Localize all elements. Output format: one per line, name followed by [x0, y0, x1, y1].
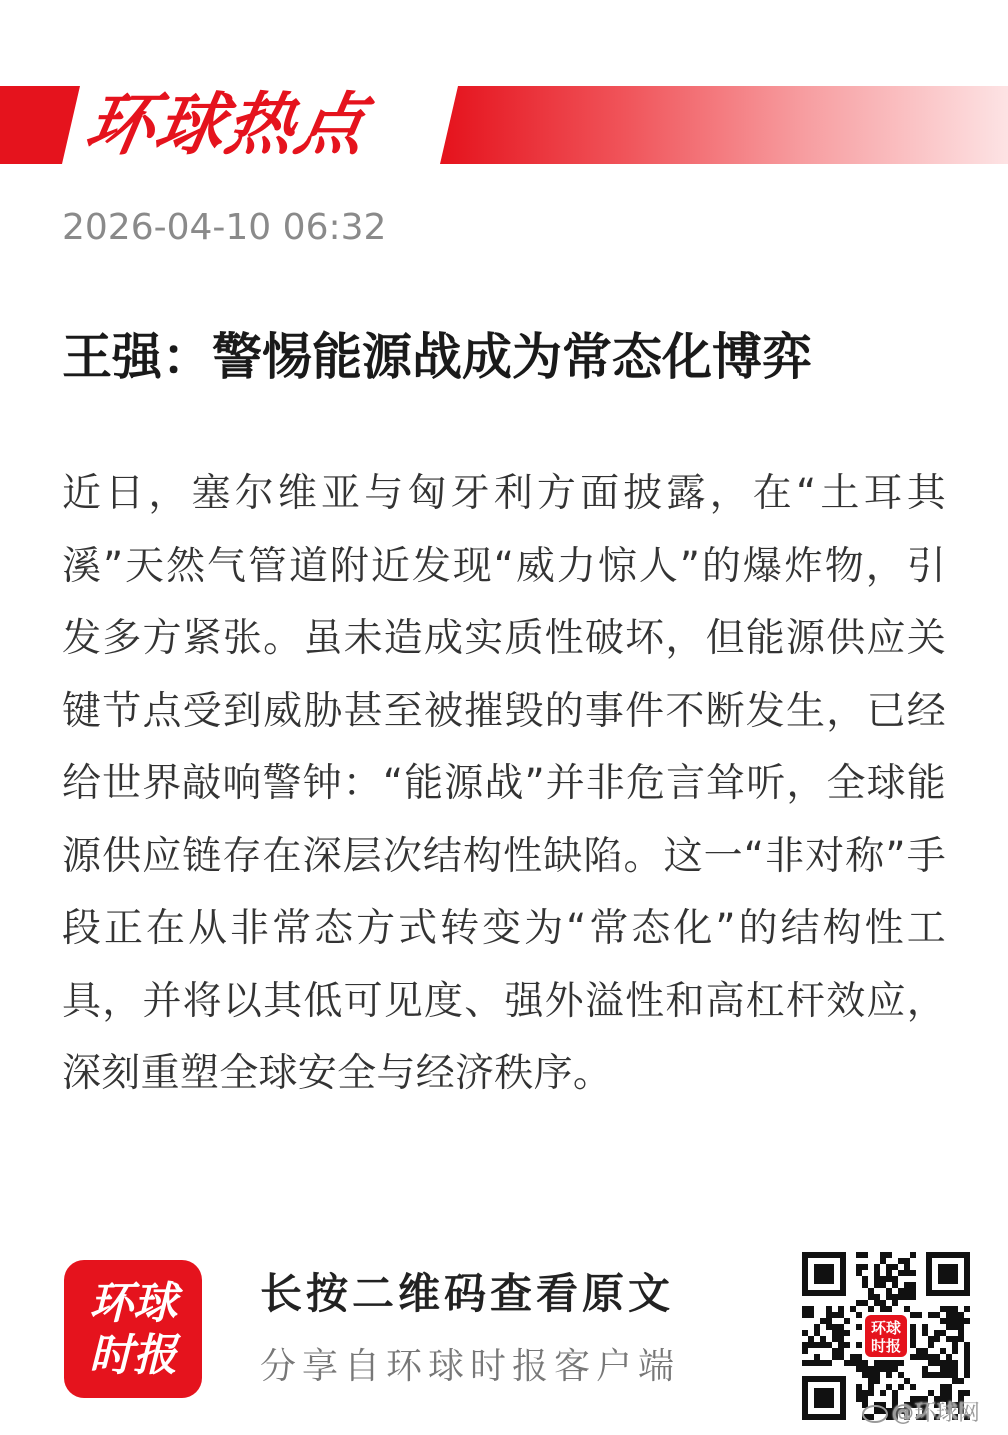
- qr-finder-top-right: [926, 1252, 970, 1296]
- qr-module: [940, 1348, 946, 1354]
- qr-module: [940, 1366, 946, 1372]
- qr-module: [952, 1360, 958, 1366]
- qr-module: [934, 1354, 940, 1360]
- qr-module: [928, 1360, 934, 1366]
- article-headline: 王强：警惕能源战成为常态化博弈: [62, 328, 812, 386]
- qr-module: [808, 1336, 814, 1342]
- qr-module: [886, 1306, 892, 1312]
- qr-module: [886, 1264, 892, 1270]
- qr-module: [880, 1282, 886, 1288]
- qr-module: [814, 1330, 820, 1336]
- qr-module: [910, 1270, 916, 1276]
- qr-module: [904, 1306, 910, 1312]
- qr-module: [814, 1324, 820, 1330]
- qr-module: [946, 1336, 952, 1342]
- qr-module: [904, 1282, 910, 1288]
- qr-module: [898, 1258, 904, 1264]
- qr-module: [880, 1390, 886, 1396]
- qr-module: [874, 1276, 880, 1282]
- qr-module: [856, 1252, 862, 1258]
- qr-module: [892, 1276, 898, 1282]
- qr-module: [814, 1342, 820, 1348]
- qr-module: [802, 1360, 808, 1366]
- qr-module: [952, 1318, 958, 1324]
- qr-module: [910, 1324, 916, 1330]
- qr-module: [838, 1354, 844, 1360]
- qr-module: [856, 1300, 862, 1306]
- qr-module: [874, 1294, 880, 1300]
- qr-module: [928, 1336, 934, 1342]
- qr-module: [916, 1348, 922, 1354]
- qr-module: [850, 1360, 856, 1366]
- qr-module: [904, 1264, 910, 1270]
- qr-module: [874, 1264, 880, 1270]
- qr-module: [844, 1360, 850, 1366]
- qr-module: [868, 1366, 874, 1372]
- banner-title: 环球热点: [79, 86, 374, 165]
- qr-module: [886, 1384, 892, 1390]
- qr-module: [964, 1318, 970, 1324]
- qr-module: [892, 1282, 898, 1288]
- qr-module: [940, 1372, 946, 1378]
- qr-module: [862, 1252, 868, 1258]
- qr-module: [934, 1330, 940, 1336]
- qr-module: [934, 1312, 940, 1318]
- qr-code[interactable]: [798, 1248, 974, 1424]
- qr-module: [808, 1306, 814, 1312]
- qr-module: [922, 1348, 928, 1354]
- qr-module: [886, 1294, 892, 1300]
- qr-module: [802, 1312, 808, 1318]
- qr-module: [886, 1366, 892, 1372]
- qr-module: [868, 1294, 874, 1300]
- qr-module: [940, 1390, 946, 1396]
- qr-module: [874, 1282, 880, 1288]
- qr-module: [928, 1390, 934, 1396]
- qr-share-source: 分享自环球时报客户端: [260, 1346, 681, 1387]
- qr-module: [862, 1282, 868, 1288]
- qr-module: [856, 1384, 862, 1390]
- qr-module: [934, 1360, 940, 1366]
- qr-module: [880, 1258, 886, 1264]
- qr-module: [832, 1324, 838, 1330]
- qr-module: [826, 1318, 832, 1324]
- qr-module: [910, 1342, 916, 1348]
- qr-finder-top-left: [802, 1252, 846, 1296]
- share-footer: [0, 1240, 1008, 1435]
- qr-module: [898, 1384, 904, 1390]
- qr-module: [892, 1300, 898, 1306]
- qr-module: [844, 1330, 850, 1336]
- qr-call-to-action: 长按二维码查看原文: [260, 1269, 675, 1318]
- qr-module: [868, 1378, 874, 1384]
- qr-module: [904, 1258, 910, 1264]
- qr-module: [874, 1300, 880, 1306]
- qr-module: [802, 1330, 808, 1336]
- qr-module: [952, 1312, 958, 1318]
- qr-module: [862, 1372, 868, 1378]
- qr-module: [928, 1372, 934, 1378]
- qr-center-line2: 时报: [870, 1337, 902, 1355]
- qr-module: [910, 1282, 916, 1288]
- qr-module: [874, 1366, 880, 1372]
- qr-module: [964, 1306, 970, 1312]
- qr-module: [958, 1324, 964, 1330]
- qr-module: [838, 1330, 844, 1336]
- qr-module: [862, 1276, 868, 1282]
- qr-module: [886, 1276, 892, 1282]
- qr-module: [940, 1384, 946, 1390]
- qr-module: [904, 1378, 910, 1384]
- qr-module: [820, 1342, 826, 1348]
- qr-module: [874, 1372, 880, 1378]
- qr-module: [940, 1360, 946, 1366]
- qr-module: [826, 1342, 832, 1348]
- qr-module: [946, 1354, 952, 1360]
- qr-module: [826, 1360, 832, 1366]
- qr-module: [928, 1342, 934, 1348]
- qr-module: [856, 1264, 862, 1270]
- qr-module: [802, 1342, 808, 1348]
- qr-module: [832, 1348, 838, 1354]
- weibo-icon: [862, 1405, 888, 1423]
- qr-module: [814, 1354, 820, 1360]
- qr-module: [952, 1306, 958, 1312]
- qr-module: [880, 1366, 886, 1372]
- qr-module: [868, 1384, 874, 1390]
- qr-module: [904, 1294, 910, 1300]
- qr-module: [904, 1270, 910, 1276]
- qr-module: [892, 1294, 898, 1300]
- qr-module: [856, 1354, 862, 1360]
- qr-module: [946, 1384, 952, 1390]
- qr-module: [880, 1360, 886, 1366]
- qr-module: [958, 1312, 964, 1318]
- qr-module: [952, 1366, 958, 1372]
- qr-module: [952, 1324, 958, 1330]
- qr-module: [826, 1324, 832, 1330]
- qr-module: [940, 1306, 946, 1312]
- qr-module: [874, 1378, 880, 1384]
- qr-module: [802, 1348, 808, 1354]
- qr-module: [898, 1288, 904, 1294]
- qr-module: [886, 1252, 892, 1258]
- qr-module: [856, 1270, 862, 1276]
- qr-module: [820, 1360, 826, 1366]
- qr-module: [892, 1264, 898, 1270]
- qr-module: [868, 1372, 874, 1378]
- qr-module: [928, 1354, 934, 1360]
- qr-module: [886, 1360, 892, 1366]
- qr-module: [880, 1252, 886, 1258]
- qr-module: [820, 1336, 826, 1342]
- qr-module: [898, 1270, 904, 1276]
- qr-module: [946, 1324, 952, 1330]
- qr-module: [844, 1342, 850, 1348]
- qr-module: [922, 1324, 928, 1330]
- qr-module: [934, 1372, 940, 1378]
- qr-module: [964, 1390, 970, 1396]
- qr-module: [892, 1390, 898, 1396]
- qr-module: [832, 1336, 838, 1342]
- qr-module: [964, 1348, 970, 1354]
- qr-module: [910, 1312, 916, 1318]
- qr-module: [958, 1390, 964, 1396]
- qr-module: [952, 1336, 958, 1342]
- qr-module: [964, 1372, 970, 1378]
- qr-module: [886, 1372, 892, 1378]
- qr-module: [838, 1342, 844, 1348]
- qr-module: [832, 1312, 838, 1318]
- qr-module: [892, 1366, 898, 1372]
- qr-module: [934, 1336, 940, 1342]
- qr-module: [952, 1378, 958, 1384]
- qr-module: [856, 1366, 862, 1372]
- qr-module: [898, 1372, 904, 1378]
- qr-module: [910, 1330, 916, 1336]
- qr-module: [868, 1288, 874, 1294]
- app-logo-line2: 时报: [89, 1330, 177, 1381]
- qr-module: [946, 1312, 952, 1318]
- qr-module: [946, 1390, 952, 1396]
- article-body: 近日，塞尔维亚与匈牙利方面披露，在“土耳其溪”天然气管道附近发现“威力惊人”的爆炸物，引发多方紧张。虽未造成实质性破坏，但能源供应关键节点受到威胁甚至被摧毁的事件不断发生，已经给世界敲响警钟：“能源战”并非危言耸听，全球能源供应链存在深层次结构性缺陷。这一“非对称”手段正在从非常态方式转变为“常态化”的结构性工具，并将以其低可见度、强外溢性和高杠杆效应，深刻重塑全球安全与经济秩序。: [62, 471, 946, 1096]
- qr-module: [850, 1306, 856, 1312]
- qr-module: [964, 1354, 970, 1360]
- qr-module: [838, 1336, 844, 1342]
- qr-module: [940, 1330, 946, 1336]
- qr-module: [856, 1342, 862, 1348]
- qr-module: [850, 1354, 856, 1360]
- qr-center-line1: 环球: [870, 1319, 902, 1337]
- qr-module: [838, 1324, 844, 1330]
- qr-module: [922, 1372, 928, 1378]
- qr-module: [922, 1366, 928, 1372]
- qr-module: [928, 1312, 934, 1318]
- qr-module: [952, 1348, 958, 1354]
- qr-module: [826, 1306, 832, 1312]
- qr-module: [826, 1312, 832, 1318]
- qr-module: [946, 1306, 952, 1312]
- qr-module: [838, 1312, 844, 1318]
- qr-center-logo: [862, 1312, 910, 1360]
- qr-module: [940, 1318, 946, 1324]
- qr-module: [910, 1294, 916, 1300]
- qr-module: [844, 1318, 850, 1324]
- qr-module: [880, 1276, 886, 1282]
- qr-module: [958, 1336, 964, 1342]
- qr-module: [964, 1366, 970, 1372]
- qr-module: [922, 1354, 928, 1360]
- header-banner: [0, 86, 1008, 164]
- qr-module: [910, 1354, 916, 1360]
- qr-module: [964, 1360, 970, 1366]
- qr-module: [808, 1342, 814, 1348]
- weibo-watermark: [862, 1400, 980, 1428]
- qr-module: [946, 1318, 952, 1324]
- qr-module: [808, 1312, 814, 1318]
- qr-module: [880, 1306, 886, 1312]
- qr-module: [832, 1354, 838, 1360]
- qr-module: [808, 1360, 814, 1366]
- qr-module: [910, 1252, 916, 1258]
- qr-module: [958, 1378, 964, 1384]
- qr-module: [910, 1384, 916, 1390]
- qr-module: [958, 1330, 964, 1336]
- qr-module: [856, 1324, 862, 1330]
- qr-module: [856, 1312, 862, 1318]
- qr-module: [814, 1360, 820, 1366]
- app-logo-line1: 环球: [89, 1278, 177, 1329]
- qr-finder-bottom-left: [802, 1376, 846, 1420]
- qr-module: [802, 1306, 808, 1312]
- qr-module: [868, 1390, 874, 1396]
- qr-module: [862, 1360, 868, 1366]
- qr-module: [886, 1288, 892, 1294]
- qr-module: [898, 1294, 904, 1300]
- qr-module: [964, 1342, 970, 1348]
- qr-module: [832, 1330, 838, 1336]
- qr-module: [946, 1366, 952, 1372]
- qr-module: [856, 1390, 862, 1396]
- qr-module: [910, 1288, 916, 1294]
- qr-module: [838, 1348, 844, 1354]
- qr-module: [916, 1354, 922, 1360]
- qr-module: [958, 1318, 964, 1324]
- qr-module: [910, 1336, 916, 1342]
- qr-module: [898, 1360, 904, 1366]
- qr-module: [820, 1318, 826, 1324]
- qr-module: [916, 1312, 922, 1318]
- qr-module: [856, 1360, 862, 1366]
- qr-module: [946, 1372, 952, 1378]
- qr-module: [862, 1300, 868, 1306]
- watermark-text: @环球网: [892, 1401, 981, 1426]
- qr-module: [922, 1330, 928, 1336]
- qr-module: [880, 1300, 886, 1306]
- qr-module: [874, 1270, 880, 1276]
- qr-module: [862, 1264, 868, 1270]
- qr-module: [838, 1306, 844, 1312]
- qr-module: [952, 1372, 958, 1378]
- qr-module: [862, 1390, 868, 1396]
- qr-module: [874, 1360, 880, 1366]
- qr-module: [892, 1360, 898, 1366]
- qr-module: [868, 1306, 874, 1312]
- qr-module: [952, 1342, 958, 1348]
- publish-timestamp: 2026-04-10 06:32: [62, 207, 387, 248]
- qr-module: [946, 1360, 952, 1366]
- qr-module: [862, 1366, 868, 1372]
- qr-module: [904, 1288, 910, 1294]
- qr-module: [886, 1270, 892, 1276]
- huanqiu-app-logo: [64, 1260, 202, 1398]
